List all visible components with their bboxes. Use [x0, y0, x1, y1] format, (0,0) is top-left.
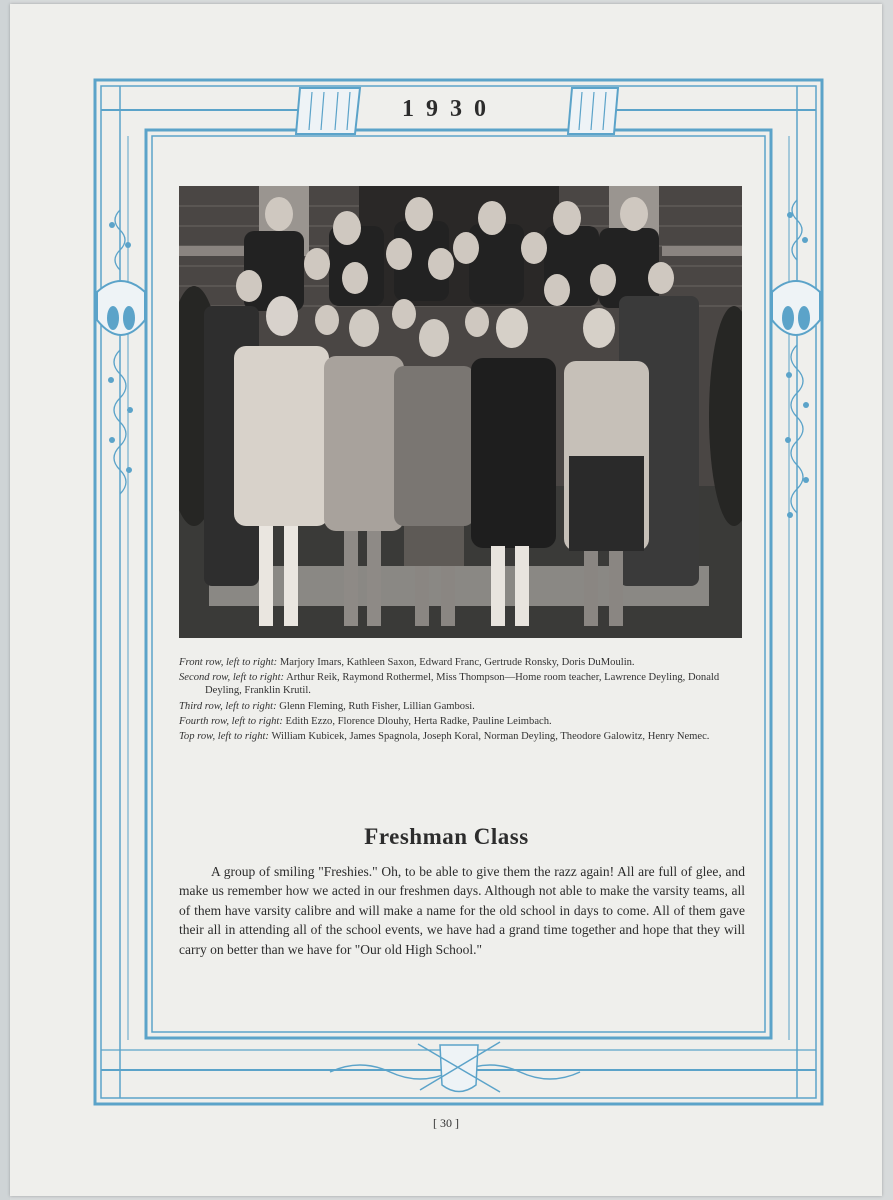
- caption-row-names: Edith Ezzo, Florence Dlouhy, Herta Radke, Pauline Leimbach.: [285, 715, 552, 727]
- caption-row-names: William Kubicek, James Spagnola, Joseph Koral, Norman Deyling, Theodore Galowitz, Henry Nemec.: [271, 731, 710, 743]
- caption-row-lead: Top row, left to right:: [179, 731, 269, 743]
- caption-row-lead: Front row, left to right:: [179, 657, 278, 668]
- caption-row-top: [179, 730, 746, 743]
- class-photo-image: [179, 186, 742, 638]
- caption-row-third: [179, 700, 746, 713]
- page-number: [ 30 ]: [433, 1116, 459, 1130]
- caption-row-lead: Second row, left to right:: [179, 672, 285, 684]
- caption-row-lead: Fourth row, left to right:: [179, 715, 283, 727]
- photo-caption: [179, 656, 746, 745]
- caption-row-front: [179, 656, 746, 669]
- year-heading: 1930: [402, 96, 498, 122]
- caption-row-lead: Third row, left to right:: [179, 700, 277, 712]
- caption-row-second: [179, 671, 746, 697]
- article-body: A group of smiling "Freshies." Oh, to be able to give them the razz again! All are full of glee, and make us remember how we acted in our freshmen days. Although not able to make the varsity teams, all of them have varsity calibre and will make a name for the old school in days to come. All of them gave their all in attending all of the school events, we have had a grand time together and hope that they will carry on better than we have for "Our old High School.": [179, 864, 745, 957]
- caption-row-fourth: [179, 715, 746, 728]
- caption-row-names: Marjory Imars, Kathleen Saxon, Edward Franc, Gertrude Ronsky, Doris DuMoulin.: [279, 657, 635, 668]
- caption-row-names: Arthur Reik, Raymond Rothermel, Miss Thompson—Home room teacher, Lawrence Deyling, Donald Deyling, Franklin Krutil.: [205, 672, 720, 697]
- caption-row-names: Glenn Fleming, Ruth Fisher, Lillian Gambosi.: [279, 700, 475, 712]
- section-heading: Freshman Class: [364, 824, 529, 849]
